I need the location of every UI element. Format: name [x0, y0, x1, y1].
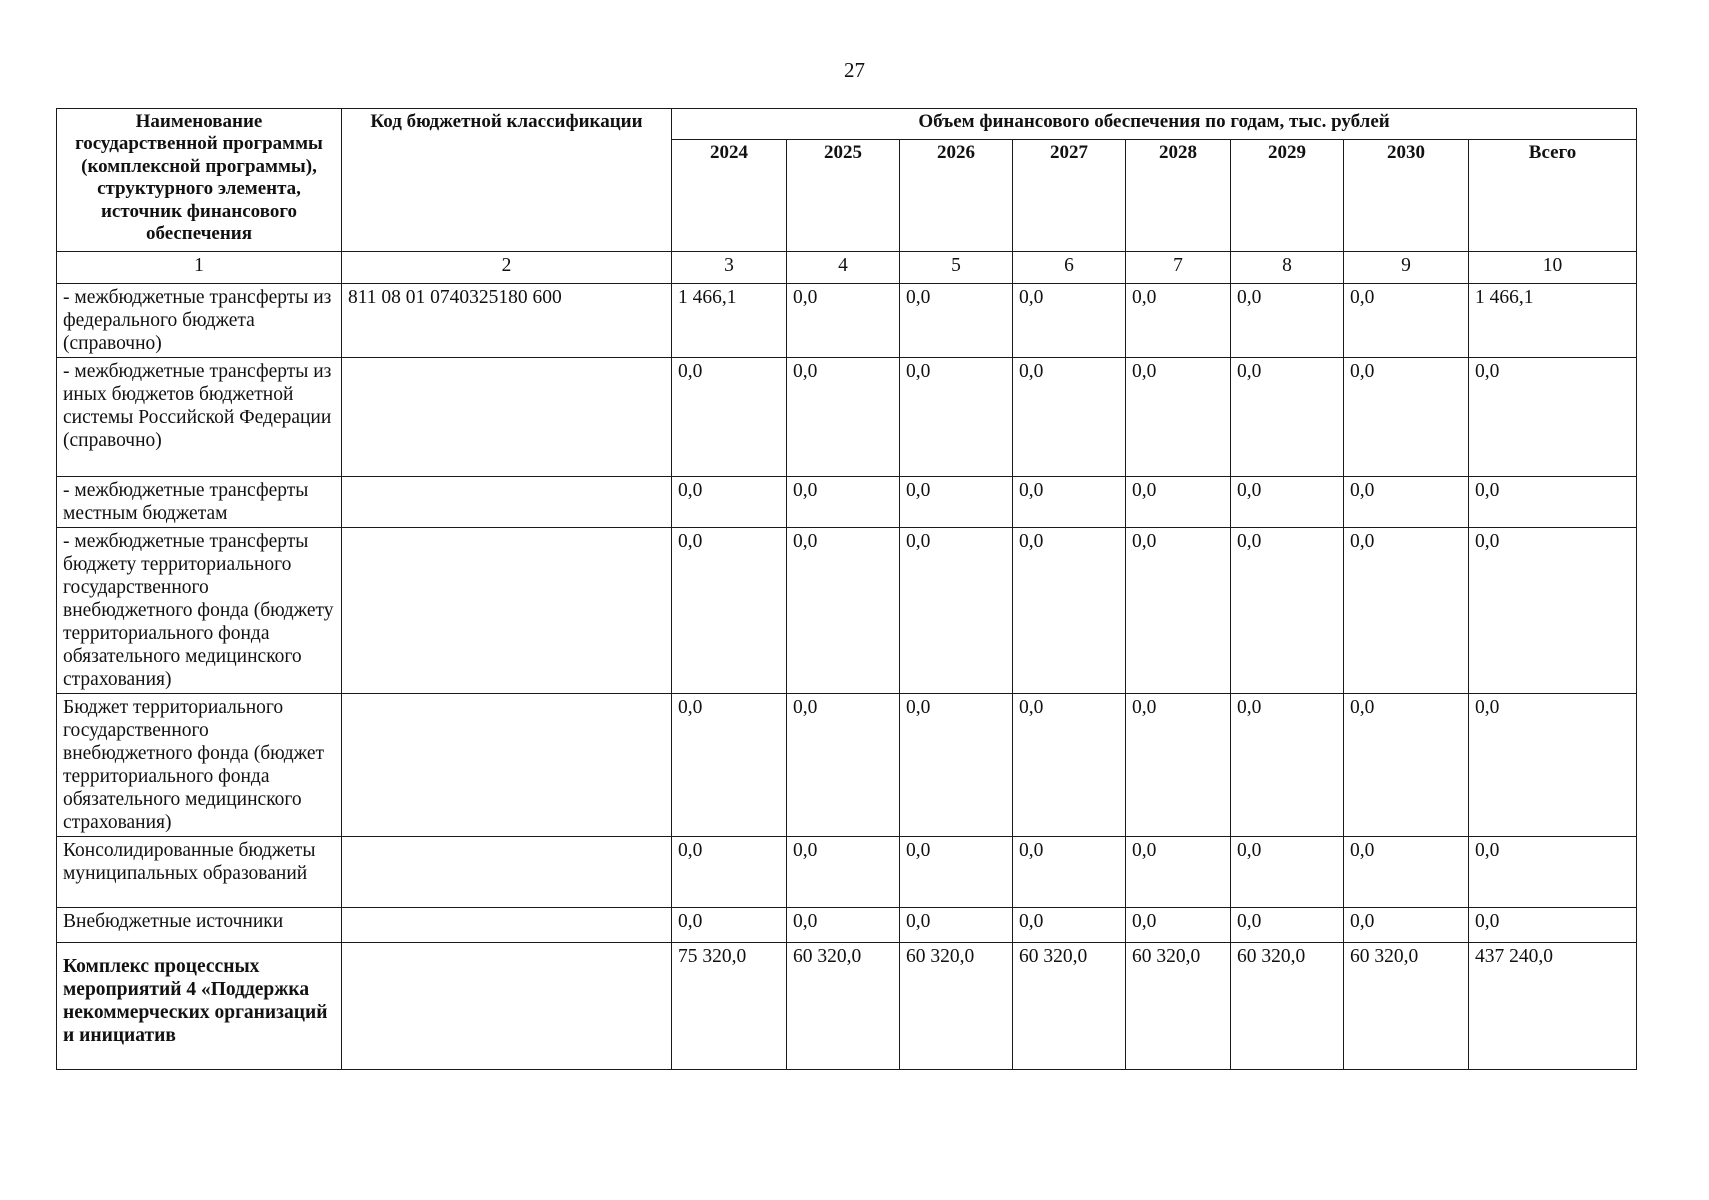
- row-code: 811 08 01 0740325180 600: [342, 284, 672, 358]
- table-row: [57, 908, 1637, 943]
- value-cell: 0,0: [1231, 694, 1344, 837]
- header-code: Код бюджетной классификации: [342, 109, 672, 252]
- value-cell: 1 466,1: [672, 284, 787, 358]
- total-cell: 0,0: [1469, 694, 1637, 837]
- value-cell: 0,0: [1126, 528, 1231, 694]
- total-cell: 0,0: [1469, 477, 1637, 528]
- value-cell: 0,0: [1013, 694, 1126, 837]
- value-cell: 0,0: [1013, 908, 1126, 943]
- value-cell: 0,0: [672, 694, 787, 837]
- value-cell: 0,0: [787, 284, 900, 358]
- value-cell: 60 320,0: [900, 943, 1013, 1070]
- header-row-top: [57, 109, 1637, 140]
- total-cell: 437 240,0: [1469, 943, 1637, 1070]
- value-cell: 0,0: [900, 358, 1013, 477]
- value-cell: 0,0: [1013, 837, 1126, 908]
- column-number: 10: [1469, 252, 1637, 284]
- table-row: [57, 528, 1637, 694]
- row-name: Консолидированные бюджеты муниципальных образований: [57, 837, 342, 908]
- value-cell: 60 320,0: [1344, 943, 1469, 1070]
- value-cell: 0,0: [1231, 358, 1344, 477]
- total-cell: 0,0: [1469, 908, 1637, 943]
- header-year: 2026: [900, 140, 1013, 252]
- column-number: 6: [1013, 252, 1126, 284]
- value-cell: 0,0: [672, 908, 787, 943]
- column-number: 7: [1126, 252, 1231, 284]
- value-cell: 0,0: [1126, 837, 1231, 908]
- header-name: Наименование государственной программы (комплексной программы), структурного элемента, источник финансового обеспечения: [57, 109, 342, 252]
- value-cell: 0,0: [1231, 477, 1344, 528]
- row-code: [342, 908, 672, 943]
- header-volume: Объем финансового обеспечения по годам, тыс. рублей: [672, 109, 1637, 140]
- value-cell: 0,0: [1344, 284, 1469, 358]
- budget-table: [56, 108, 1637, 1070]
- row-code: [342, 477, 672, 528]
- table-row: [57, 284, 1637, 358]
- table-row: [57, 943, 1637, 1070]
- value-cell: 0,0: [1344, 477, 1469, 528]
- value-cell: 0,0: [1013, 528, 1126, 694]
- value-cell: 0,0: [900, 528, 1013, 694]
- row-name: - межбюджетные трансферты бюджету территориального государственного внебюджетного фонда (бюджету территориального фонда обязательного медицинского страхования): [57, 528, 342, 694]
- value-cell: 0,0: [672, 477, 787, 528]
- table-row: [57, 694, 1637, 837]
- row-name: Комплекс процессных мероприятий 4 «Поддержка некоммерческих организаций и инициатив: [57, 943, 342, 1070]
- value-cell: 0,0: [1231, 908, 1344, 943]
- value-cell: 0,0: [1126, 358, 1231, 477]
- value-cell: 0,0: [900, 837, 1013, 908]
- value-cell: 0,0: [787, 694, 900, 837]
- value-cell: 0,0: [787, 528, 900, 694]
- value-cell: 0,0: [1231, 837, 1344, 908]
- table-row: [57, 837, 1637, 908]
- row-name: Внебюджетные источники: [57, 908, 342, 943]
- value-cell: 0,0: [1231, 528, 1344, 694]
- value-cell: 60 320,0: [787, 943, 900, 1070]
- header-year: 2028: [1126, 140, 1231, 252]
- row-code: [342, 694, 672, 837]
- value-cell: 0,0: [900, 477, 1013, 528]
- column-number: 1: [57, 252, 342, 284]
- value-cell: 0,0: [1344, 694, 1469, 837]
- column-number: 8: [1231, 252, 1344, 284]
- value-cell: 60 320,0: [1013, 943, 1126, 1070]
- row-name: Бюджет территориального государственного внебюджетного фонда (бюджет территориального фонда обязательного медицинского страхования): [57, 694, 342, 837]
- value-cell: 0,0: [1344, 837, 1469, 908]
- value-cell: 0,0: [1126, 694, 1231, 837]
- value-cell: 0,0: [900, 284, 1013, 358]
- value-cell: 75 320,0: [672, 943, 787, 1070]
- header-year: 2030: [1344, 140, 1469, 252]
- value-cell: 0,0: [1126, 477, 1231, 528]
- value-cell: 0,0: [1231, 284, 1344, 358]
- value-cell: 60 320,0: [1126, 943, 1231, 1070]
- value-cell: 0,0: [1344, 528, 1469, 694]
- header-year: 2025: [787, 140, 900, 252]
- value-cell: 0,0: [1013, 477, 1126, 528]
- value-cell: 0,0: [787, 837, 900, 908]
- value-cell: 0,0: [787, 908, 900, 943]
- value-cell: 0,0: [1126, 908, 1231, 943]
- header-year: 2024: [672, 140, 787, 252]
- row-name: - межбюджетные трансферты из федерального бюджета (справочно): [57, 284, 342, 358]
- value-cell: 0,0: [1013, 284, 1126, 358]
- page-number: 27: [844, 58, 865, 82]
- value-cell: 0,0: [1344, 908, 1469, 943]
- value-cell: 60 320,0: [1231, 943, 1344, 1070]
- value-cell: 0,0: [672, 358, 787, 477]
- row-name: - межбюджетные трансферты из иных бюджетов бюджетной системы Российской Федерации (справочно): [57, 358, 342, 477]
- header-year: 2027: [1013, 140, 1126, 252]
- row-code: [342, 943, 672, 1070]
- value-cell: 0,0: [787, 477, 900, 528]
- column-number: 3: [672, 252, 787, 284]
- row-code: [342, 528, 672, 694]
- value-cell: 0,0: [900, 694, 1013, 837]
- value-cell: 0,0: [900, 908, 1013, 943]
- value-cell: 0,0: [672, 837, 787, 908]
- value-cell: 0,0: [672, 528, 787, 694]
- total-cell: 0,0: [1469, 358, 1637, 477]
- column-number: 9: [1344, 252, 1469, 284]
- value-cell: 0,0: [1344, 358, 1469, 477]
- total-cell: 0,0: [1469, 528, 1637, 694]
- column-number: 2: [342, 252, 672, 284]
- value-cell: 0,0: [787, 358, 900, 477]
- value-cell: 0,0: [1013, 358, 1126, 477]
- row-code: [342, 837, 672, 908]
- column-number-row: [57, 252, 1637, 284]
- table-row: [57, 477, 1637, 528]
- value-cell: 0,0: [1126, 284, 1231, 358]
- column-number: 5: [900, 252, 1013, 284]
- total-cell: 1 466,1: [1469, 284, 1637, 358]
- header-total: Всего: [1469, 140, 1637, 252]
- header-year: 2029: [1231, 140, 1344, 252]
- total-cell: 0,0: [1469, 837, 1637, 908]
- table-row: [57, 358, 1637, 477]
- row-name: - межбюджетные трансферты местным бюджетам: [57, 477, 342, 528]
- column-number: 4: [787, 252, 900, 284]
- row-code: [342, 358, 672, 477]
